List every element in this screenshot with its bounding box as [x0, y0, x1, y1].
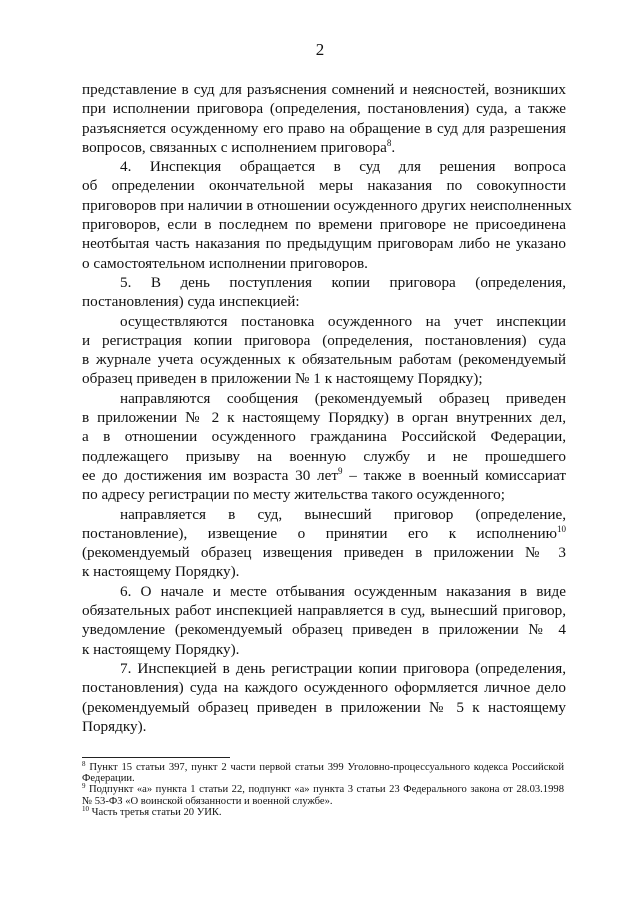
text-line: 7. Инспекцией в день регистрации копии приговора (определения, — [120, 659, 566, 677]
text-line: а в отношении осужденного гражданина Российской Федерации, — [82, 428, 566, 446]
footnotes — [82, 757, 564, 818]
footnote — [82, 804, 564, 818]
text-line: постановления) суда на каждого осужденного оформляется личное дело — [82, 679, 566, 697]
text-line: направляются сообщения (рекомендуемый образец приведен — [120, 389, 566, 407]
text-line: к настоящему Порядку). — [82, 563, 240, 581]
footnote-marker: 10 — [557, 523, 566, 534]
text-line: в журнале учета осужденных к обязательным работам (рекомендуемый — [82, 351, 566, 369]
text-line: уведомление (рекомендуемый образец приведен в приложении № 4 — [82, 621, 566, 639]
text-line: обязательных работ инспекцией направляется в суд, вынесший приговор, — [82, 602, 566, 620]
text-line: осуществляются постановка осужденного на учет инспекции — [120, 312, 566, 330]
footnote-marker: 10 — [82, 804, 89, 813]
footnote-line: Федерации. — [82, 773, 135, 785]
text-line: вопросов, связанных с исполнением приговора$^8$. — [82, 137, 396, 156]
paragraph — [82, 505, 566, 582]
text-line: о самостоятельном исполнении приговоров. — [82, 254, 368, 272]
text-line: об определении окончательной меры наказания по совокупности — [82, 177, 566, 195]
footnote-marker: 9 — [338, 465, 343, 476]
text-line: Порядку). — [82, 717, 147, 735]
text-line: неотбытая часть наказания по предыдущим приговорам либо не указано — [82, 235, 566, 253]
footnote-line: $^8$ Пункт 15 статьи 397, пункт 2 части первой статьи 399 Уголовно-процессуального кодекса Российской — [82, 760, 564, 773]
paragraph — [82, 273, 566, 312]
footnote — [82, 784, 564, 806]
text-line: ее до достижения им возраста 30 лет$^9$ – также в военный комиссариат — [82, 465, 567, 484]
text-line: постановление), извещение о принятии его к исполнению$^{10}$ — [82, 523, 566, 542]
text-line: образец приведен в приложении № 1 к настоящему Порядку); — [82, 370, 483, 388]
text-line: постановления) суда инспекцией: — [82, 293, 300, 311]
text-line: (рекомендуемый образец извещения приведен в приложении № 3 — [82, 544, 566, 562]
paragraph — [82, 659, 566, 736]
text-line: подлежащего призыву на военную службу и не прошедшего — [82, 447, 566, 465]
footnote-line: $^{10}$ Часть третья статьи 20 УИК. — [82, 804, 222, 818]
text-line: 5. В день поступления копии приговора (определения, — [120, 273, 566, 291]
text-line: представление в суд для разъяснения сомнений и неясностей, возникших — [82, 81, 566, 98]
paragraph — [82, 582, 566, 659]
text-line: приговоров, если в последнем по времени приговоре не присоединена — [82, 216, 566, 234]
text-line: разъясняется осужденному его право на обращение в суд для разрешения — [82, 119, 566, 137]
footnote — [82, 762, 564, 784]
text-line: 6. О начале и месте отбывания осужденным наказания в виде — [120, 582, 566, 600]
text-line: к настоящему Порядку). — [82, 640, 240, 658]
text-line: 4. Инспекция обращается в суд для решения вопроса — [120, 158, 566, 176]
text-line: в приложении № 2 к настоящему Порядку) в орган внутренних дел, — [82, 409, 566, 427]
text-line: (рекомендуемый образец приведен в приложении № 5 к настоящему — [82, 698, 566, 716]
document-body — [82, 80, 572, 736]
text-line: по адресу регистрации по месту жительства такого осужденного; — [82, 486, 505, 504]
footnote-marker: 9 — [82, 782, 86, 791]
paragraph — [82, 157, 572, 273]
page-number: 2 — [315, 40, 325, 59]
text-line: приговоров при наличии в отношении осужденного других неисполненных — [82, 196, 572, 214]
text-line: направляется в суд, вынесший приговор (определение, — [120, 505, 566, 523]
footnote-line: № 53-ФЗ «О воинской обязанности и военной службе». — [82, 795, 333, 807]
footnote-line: $^9$ Подпункт «а» пункта 1 статьи 22, подпункт «а» пункта 3 статьи 23 Федерального закона от 28.03.1998 — [82, 782, 564, 796]
paragraph — [82, 389, 566, 505]
paragraph — [82, 80, 566, 157]
paragraph — [82, 312, 566, 389]
footnote-marker: 8 — [82, 760, 86, 768]
text-line: при исполнении приговора (определения, постановления) суда, а также — [82, 100, 566, 118]
footnote-marker: 8 — [386, 137, 392, 148]
text-line: и регистрация копии приговора (определения, постановления) суда — [82, 331, 566, 349]
